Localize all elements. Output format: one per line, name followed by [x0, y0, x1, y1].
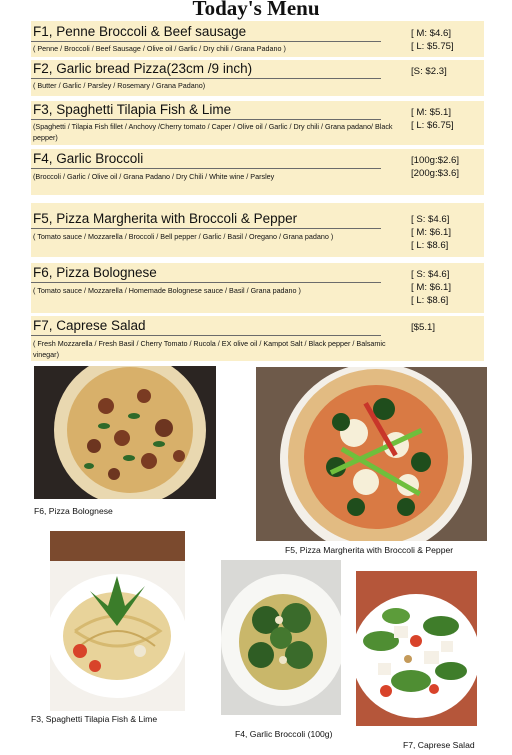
item-divider — [31, 41, 381, 42]
item-ingredients: ( Penne / Broccoli / Beef Sausage / Olive oil / Garlic / Dry chili / Grana Padano ) — [33, 44, 286, 53]
item-name: F4, Garlic Broccoli — [33, 151, 144, 166]
item-prices — [411, 268, 451, 307]
item-divider — [31, 282, 381, 283]
price-small: [ S: $4.6] — [411, 214, 450, 225]
item-ingredients: ( Tomato sauce / Mozzarella / Homemade Bolognese sauce / Basil / Grana padano ) — [33, 286, 301, 295]
pizza-margherita-caption: F5, Pizza Margherita with Broccoli & Pepper — [285, 545, 454, 555]
price-medium: [ M: $6.1] — [411, 282, 451, 293]
price-small: [S: $2.3] — [411, 66, 447, 77]
caprese-salad-photo — [356, 571, 477, 726]
item-ingredients: (Broccoli / Garlic / Olive oil / Grana Padano / Dry Chili / White wine / Parsley — [33, 172, 275, 181]
garlic-broccoli-photo — [221, 560, 341, 715]
menu-item-f3 — [31, 101, 484, 145]
menu-title: Today's Menu — [192, 0, 320, 20]
item-name: F3, Spaghetti Tilapia Fish & Lime — [33, 102, 232, 117]
item-prices — [411, 27, 454, 53]
price-medium: [ M: $5.1] — [411, 107, 451, 118]
item-name: F6, Pizza Bolognese — [33, 265, 157, 280]
item-prices — [411, 321, 435, 334]
price-large: [ L: $6.75] — [411, 120, 454, 131]
item-divider — [31, 78, 381, 79]
price-medium: [ M: $6.1] — [411, 227, 451, 238]
item-ingredients: ( Butter / Garlic / Parsley / Rosemary / Grana Padano) — [33, 81, 206, 90]
item-prices — [411, 213, 451, 252]
price-small: [ S: $4.6] — [411, 269, 450, 280]
pizza-bolognese-caption: F6, Pizza Bolognese — [34, 506, 113, 516]
item-name: F1, Penne Broccoli & Beef sausage — [33, 24, 247, 39]
price-100g: [100g:$2.6] — [411, 155, 460, 166]
caprese-salad-caption: F7, Caprese Salad — [403, 740, 475, 750]
spaghetti-caption: F3, Spaghetti Tilapia Fish & Lime — [31, 714, 158, 724]
menu-item-f7 — [31, 316, 484, 361]
item-ingredients: ( Tomato sauce / Mozzarella / Broccoli / Bell pepper / Garlic / Basil / Oregano / Grana padano ) — [33, 232, 334, 241]
item-ingredients: ( Fresh Mozzarella / Fresh Basil / Cherry Tomato / Rucola / EX olive oil / Kampot Salt / Black pepper / Balsamic vinegar) — [33, 339, 386, 359]
menu-item-f2 — [31, 60, 484, 96]
spaghetti-photo — [50, 531, 185, 711]
menu-item-f4 — [31, 149, 484, 195]
pizza-bolognese-photo — [34, 366, 216, 499]
item-divider — [31, 168, 381, 169]
item-prices — [411, 65, 447, 78]
price-single: [$5.1] — [411, 322, 436, 333]
price-large: [ L: $5.75] — [411, 41, 454, 52]
menu-item-f1 — [31, 21, 484, 57]
price-large: [ L: $8.6] — [411, 240, 449, 251]
price-large: [ L: $8.6] — [411, 295, 449, 306]
item-divider — [31, 119, 381, 120]
item-name: F7, Caprese Salad — [33, 318, 146, 333]
menu-item-f5 — [31, 203, 484, 257]
item-ingredients: (Spaghetti / Tilapia Fish fillet / Anchovy /Cherry tomato / Caper / Olive oil / Garlic / Dry chili / Grana padano/ Black pepper) — [33, 122, 393, 142]
price-200g: [200g:$3.6] — [411, 168, 460, 179]
pizza-margherita-photo — [256, 367, 487, 541]
item-prices — [411, 154, 459, 180]
item-name: F5, Pizza Margherita with Broccoli & Pepper — [33, 211, 298, 226]
menu-item-f6 — [31, 263, 484, 313]
item-divider — [31, 335, 381, 336]
price-medium: [ M: $4.6] — [411, 28, 451, 39]
item-name: F2, Garlic bread Pizza(23cm /9 inch) — [33, 61, 253, 76]
garlic-broccoli-caption: F4, Garlic Broccoli (100g) — [235, 729, 333, 739]
item-prices — [411, 106, 454, 132]
item-divider — [31, 228, 381, 229]
